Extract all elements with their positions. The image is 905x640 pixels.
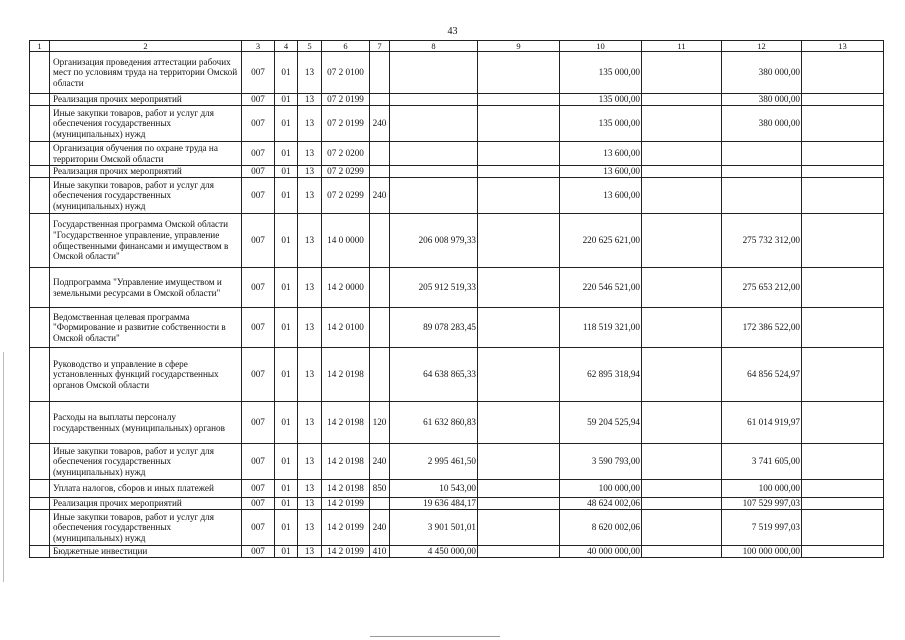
column-4-cell: 01 xyxy=(275,142,298,166)
column-5-cell: 13 xyxy=(298,498,322,510)
budget-table xyxy=(29,40,884,558)
column-7-cell xyxy=(370,142,390,166)
column-11-cell xyxy=(642,268,722,308)
column-header-4: 4 xyxy=(275,41,298,52)
column-11-cell xyxy=(642,498,722,510)
column-11-cell xyxy=(642,142,722,166)
column-10-cell: 13 600,00 xyxy=(560,166,642,178)
column-13-cell xyxy=(802,444,884,480)
row-number-cell xyxy=(30,480,50,498)
table-row xyxy=(30,308,884,348)
column-8-cell xyxy=(390,142,478,166)
scan-bottom-line xyxy=(370,636,500,637)
column-10-cell: 135 000,00 xyxy=(560,106,642,142)
column-10-cell: 118 519 321,00 xyxy=(560,308,642,348)
column-12-cell xyxy=(722,142,802,166)
column-6-cell: 14 2 0199 xyxy=(322,546,370,558)
column-4-cell: 01 xyxy=(275,498,298,510)
column-10-cell: 220 625 621,00 xyxy=(560,214,642,268)
column-4-cell: 01 xyxy=(275,480,298,498)
column-11-cell xyxy=(642,52,722,94)
column-9-cell xyxy=(478,510,560,546)
column-8-cell: 61 632 860,83 xyxy=(390,402,478,444)
page-number: 43 xyxy=(447,26,458,37)
item-name-cell: Подпрограмма "Управление имуществом и земельными ресурсами в Омской области" xyxy=(50,268,242,308)
column-9-cell xyxy=(478,498,560,510)
column-3-cell: 007 xyxy=(242,444,275,480)
column-6-cell: 07 2 0100 xyxy=(322,52,370,94)
column-4-cell: 01 xyxy=(275,510,298,546)
column-9-cell xyxy=(478,444,560,480)
column-7-cell: 240 xyxy=(370,178,390,214)
column-5-cell: 13 xyxy=(298,480,322,498)
item-name-cell: Бюджетные инвестиции xyxy=(50,546,242,558)
item-name-cell: Расходы на выплаты персоналу государственных (муниципальных) органов xyxy=(50,402,242,444)
column-6-cell: 07 2 0199 xyxy=(322,94,370,106)
table-row xyxy=(30,94,884,106)
column-6-cell: 14 2 0100 xyxy=(322,308,370,348)
column-6-cell: 07 2 0299 xyxy=(322,178,370,214)
column-6-cell: 14 2 0199 xyxy=(322,498,370,510)
row-number-cell xyxy=(30,94,50,106)
column-7-cell xyxy=(370,268,390,308)
column-3-cell: 007 xyxy=(242,178,275,214)
column-13-cell xyxy=(802,348,884,402)
table-row xyxy=(30,546,884,558)
item-name-cell: Уплата налогов, сборов и иных платежей xyxy=(50,480,242,498)
table-row xyxy=(30,142,884,166)
column-3-cell: 007 xyxy=(242,52,275,94)
column-3-cell: 007 xyxy=(242,546,275,558)
column-12-cell: 100 000,00 xyxy=(722,480,802,498)
column-10-cell: 13 600,00 xyxy=(560,178,642,214)
row-number-cell xyxy=(30,510,50,546)
row-number-cell xyxy=(30,268,50,308)
column-3-cell: 007 xyxy=(242,268,275,308)
column-3-cell: 007 xyxy=(242,402,275,444)
column-3-cell: 007 xyxy=(242,498,275,510)
table-row xyxy=(30,480,884,498)
column-5-cell: 13 xyxy=(298,348,322,402)
column-9-cell xyxy=(478,214,560,268)
table-row xyxy=(30,444,884,480)
column-4-cell: 01 xyxy=(275,52,298,94)
column-8-cell: 19 636 484,17 xyxy=(390,498,478,510)
column-13-cell xyxy=(802,480,884,498)
column-header-8: 8 xyxy=(390,41,478,52)
column-9-cell xyxy=(478,480,560,498)
table-row xyxy=(30,510,884,546)
column-13-cell xyxy=(802,166,884,178)
column-8-cell: 3 901 501,01 xyxy=(390,510,478,546)
column-5-cell: 13 xyxy=(298,52,322,94)
column-header-5: 5 xyxy=(298,41,322,52)
column-7-cell xyxy=(370,166,390,178)
item-name-cell: Организация проведения аттестации рабочих мест по условиям труда на территории Омской области xyxy=(50,52,242,94)
column-7-cell xyxy=(370,52,390,94)
item-name-cell: Иные закупки товаров, работ и услуг для обеспечения государственных (муниципальных) нужд xyxy=(50,178,242,214)
column-4-cell: 01 xyxy=(275,348,298,402)
column-12-cell: 7 519 997,03 xyxy=(722,510,802,546)
column-7-cell xyxy=(370,94,390,106)
column-header-11: 11 xyxy=(642,41,722,52)
column-9-cell xyxy=(478,546,560,558)
column-11-cell xyxy=(642,348,722,402)
column-10-cell: 48 624 002,06 xyxy=(560,498,642,510)
column-13-cell xyxy=(802,402,884,444)
column-12-cell: 380 000,00 xyxy=(722,94,802,106)
table-row xyxy=(30,106,884,142)
item-name-cell: Иные закупки товаров, работ и услуг для обеспечения государственных (муниципальных) нужд xyxy=(50,444,242,480)
column-12-cell: 172 386 522,00 xyxy=(722,308,802,348)
column-4-cell: 01 xyxy=(275,402,298,444)
column-13-cell xyxy=(802,52,884,94)
column-11-cell xyxy=(642,166,722,178)
column-13-cell xyxy=(802,94,884,106)
column-8-cell xyxy=(390,94,478,106)
item-name-cell: Организация обучения по охране труда на территории Омской области xyxy=(50,142,242,166)
column-12-cell: 3 741 605,00 xyxy=(722,444,802,480)
column-4-cell: 01 xyxy=(275,106,298,142)
column-4-cell: 01 xyxy=(275,166,298,178)
column-6-cell: 14 2 0198 xyxy=(322,348,370,402)
column-6-cell: 07 2 0299 xyxy=(322,166,370,178)
table-row xyxy=(30,178,884,214)
column-header-7: 7 xyxy=(370,41,390,52)
column-8-cell: 10 543,00 xyxy=(390,480,478,498)
row-number-cell xyxy=(30,308,50,348)
row-number-cell xyxy=(30,166,50,178)
column-6-cell: 07 2 0200 xyxy=(322,142,370,166)
column-11-cell xyxy=(642,402,722,444)
column-4-cell: 01 xyxy=(275,94,298,106)
column-7-cell xyxy=(370,214,390,268)
item-name-cell: Реализация прочих мероприятий xyxy=(50,166,242,178)
column-9-cell xyxy=(478,402,560,444)
column-10-cell: 100 000,00 xyxy=(560,480,642,498)
column-7-cell: 240 xyxy=(370,510,390,546)
column-11-cell xyxy=(642,510,722,546)
column-7-cell: 120 xyxy=(370,402,390,444)
column-8-cell: 4 450 000,00 xyxy=(390,546,478,558)
column-13-cell xyxy=(802,498,884,510)
column-11-cell xyxy=(642,94,722,106)
column-5-cell: 13 xyxy=(298,106,322,142)
column-4-cell: 01 xyxy=(275,214,298,268)
column-12-cell: 107 529 997,03 xyxy=(722,498,802,510)
column-12-cell: 275 732 312,00 xyxy=(722,214,802,268)
row-number-cell xyxy=(30,402,50,444)
column-6-cell: 07 2 0199 xyxy=(322,106,370,142)
column-8-cell: 205 912 519,33 xyxy=(390,268,478,308)
column-9-cell xyxy=(478,268,560,308)
column-header-13: 13 xyxy=(802,41,884,52)
column-13-cell xyxy=(802,106,884,142)
row-number-cell xyxy=(30,498,50,510)
column-6-cell: 14 2 0198 xyxy=(322,480,370,498)
column-9-cell xyxy=(478,166,560,178)
column-12-cell: 380 000,00 xyxy=(722,52,802,94)
column-header-1: 1 xyxy=(30,41,50,52)
column-3-cell: 007 xyxy=(242,94,275,106)
column-header-6: 6 xyxy=(322,41,370,52)
column-11-cell xyxy=(642,546,722,558)
item-name-cell: Иные закупки товаров, работ и услуг для обеспечения государственных (муниципальных) нужд xyxy=(50,510,242,546)
column-6-cell: 14 2 0000 xyxy=(322,268,370,308)
column-4-cell: 01 xyxy=(275,268,298,308)
column-7-cell: 410 xyxy=(370,546,390,558)
row-number-cell xyxy=(30,142,50,166)
column-7-cell: 240 xyxy=(370,106,390,142)
column-7-cell xyxy=(370,348,390,402)
column-12-cell: 61 014 919,97 xyxy=(722,402,802,444)
column-5-cell: 13 xyxy=(298,94,322,106)
column-10-cell: 135 000,00 xyxy=(560,94,642,106)
column-12-cell xyxy=(722,178,802,214)
column-10-cell: 40 000 000,00 xyxy=(560,546,642,558)
row-number-cell xyxy=(30,106,50,142)
column-4-cell: 01 xyxy=(275,444,298,480)
column-13-cell xyxy=(802,268,884,308)
column-6-cell: 14 2 0198 xyxy=(322,402,370,444)
item-name-cell: Реализация прочих мероприятий xyxy=(50,94,242,106)
item-name-cell: Руководство и управление в сфере установленных функций государственных органов Омской области xyxy=(50,348,242,402)
column-10-cell: 135 000,00 xyxy=(560,52,642,94)
column-5-cell: 13 xyxy=(298,402,322,444)
row-number-cell xyxy=(30,214,50,268)
row-number-cell xyxy=(30,348,50,402)
column-5-cell: 13 xyxy=(298,308,322,348)
column-7-cell: 240 xyxy=(370,444,390,480)
row-number-cell xyxy=(30,546,50,558)
column-12-cell: 100 000 000,00 xyxy=(722,546,802,558)
column-13-cell xyxy=(802,214,884,268)
item-name-cell: Реализация прочих мероприятий xyxy=(50,498,242,510)
column-5-cell: 13 xyxy=(298,166,322,178)
column-10-cell: 59 204 525,94 xyxy=(560,402,642,444)
column-8-cell: 64 638 865,33 xyxy=(390,348,478,402)
column-10-cell: 8 620 002,06 xyxy=(560,510,642,546)
column-12-cell xyxy=(722,166,802,178)
column-5-cell: 13 xyxy=(298,178,322,214)
column-8-cell: 2 995 461,50 xyxy=(390,444,478,480)
table-row xyxy=(30,498,884,510)
table-row xyxy=(30,52,884,94)
column-3-cell: 007 xyxy=(242,308,275,348)
column-header-2: 2 xyxy=(50,41,242,52)
item-name-cell: Иные закупки товаров, работ и услуг для обеспечения государственных (муниципальных) нужд xyxy=(50,106,242,142)
column-3-cell: 007 xyxy=(242,214,275,268)
column-5-cell: 13 xyxy=(298,142,322,166)
table-row xyxy=(30,268,884,308)
column-12-cell: 380 000,00 xyxy=(722,106,802,142)
column-6-cell: 14 2 0198 xyxy=(322,444,370,480)
column-3-cell: 007 xyxy=(242,348,275,402)
column-9-cell xyxy=(478,106,560,142)
column-11-cell xyxy=(642,480,722,498)
column-11-cell xyxy=(642,444,722,480)
column-7-cell xyxy=(370,308,390,348)
column-12-cell: 275 653 212,00 xyxy=(722,268,802,308)
column-9-cell xyxy=(478,348,560,402)
column-9-cell xyxy=(478,178,560,214)
column-3-cell: 007 xyxy=(242,142,275,166)
column-8-cell xyxy=(390,178,478,214)
column-11-cell xyxy=(642,308,722,348)
table-header-row xyxy=(30,41,884,52)
column-8-cell xyxy=(390,52,478,94)
column-3-cell: 007 xyxy=(242,166,275,178)
column-5-cell: 13 xyxy=(298,214,322,268)
column-7-cell: 850 xyxy=(370,480,390,498)
column-13-cell xyxy=(802,308,884,348)
column-header-12: 12 xyxy=(722,41,802,52)
column-7-cell xyxy=(370,498,390,510)
column-12-cell: 64 856 524,97 xyxy=(722,348,802,402)
column-6-cell: 14 0 0000 xyxy=(322,214,370,268)
column-8-cell xyxy=(390,166,478,178)
column-5-cell: 13 xyxy=(298,268,322,308)
column-9-cell xyxy=(478,52,560,94)
column-13-cell xyxy=(802,142,884,166)
column-10-cell: 62 895 318,94 xyxy=(560,348,642,402)
column-13-cell xyxy=(802,510,884,546)
column-4-cell: 01 xyxy=(275,178,298,214)
column-9-cell xyxy=(478,308,560,348)
column-9-cell xyxy=(478,142,560,166)
column-3-cell: 007 xyxy=(242,106,275,142)
column-13-cell xyxy=(802,546,884,558)
column-4-cell: 01 xyxy=(275,308,298,348)
column-5-cell: 13 xyxy=(298,510,322,546)
column-header-9: 9 xyxy=(478,41,560,52)
column-8-cell: 89 078 283,45 xyxy=(390,308,478,348)
item-name-cell: Государственная программа Омской области "Государственное управление, управление общественными финансами и имуществом в Омской области" xyxy=(50,214,242,268)
column-9-cell xyxy=(478,94,560,106)
row-number-cell xyxy=(30,178,50,214)
table-row xyxy=(30,402,884,444)
column-11-cell xyxy=(642,178,722,214)
column-3-cell: 007 xyxy=(242,480,275,498)
row-number-cell xyxy=(30,52,50,94)
table-row xyxy=(30,348,884,402)
column-8-cell: 206 008 979,33 xyxy=(390,214,478,268)
column-5-cell: 13 xyxy=(298,546,322,558)
column-10-cell: 3 590 793,00 xyxy=(560,444,642,480)
row-number-cell xyxy=(30,444,50,480)
scan-edge-line xyxy=(3,352,4,582)
column-header-3: 3 xyxy=(242,41,275,52)
column-13-cell xyxy=(802,178,884,214)
column-4-cell: 01 xyxy=(275,546,298,558)
item-name-cell: Ведомственная целевая программа "Формирование и развитие собственности в Омской области" xyxy=(50,308,242,348)
column-11-cell xyxy=(642,106,722,142)
column-header-10: 10 xyxy=(560,41,642,52)
column-11-cell xyxy=(642,214,722,268)
column-10-cell: 13 600,00 xyxy=(560,142,642,166)
column-5-cell: 13 xyxy=(298,444,322,480)
column-3-cell: 007 xyxy=(242,510,275,546)
table-row xyxy=(30,214,884,268)
table-row xyxy=(30,166,884,178)
column-10-cell: 220 546 521,00 xyxy=(560,268,642,308)
column-6-cell: 14 2 0199 xyxy=(322,510,370,546)
column-8-cell xyxy=(390,106,478,142)
